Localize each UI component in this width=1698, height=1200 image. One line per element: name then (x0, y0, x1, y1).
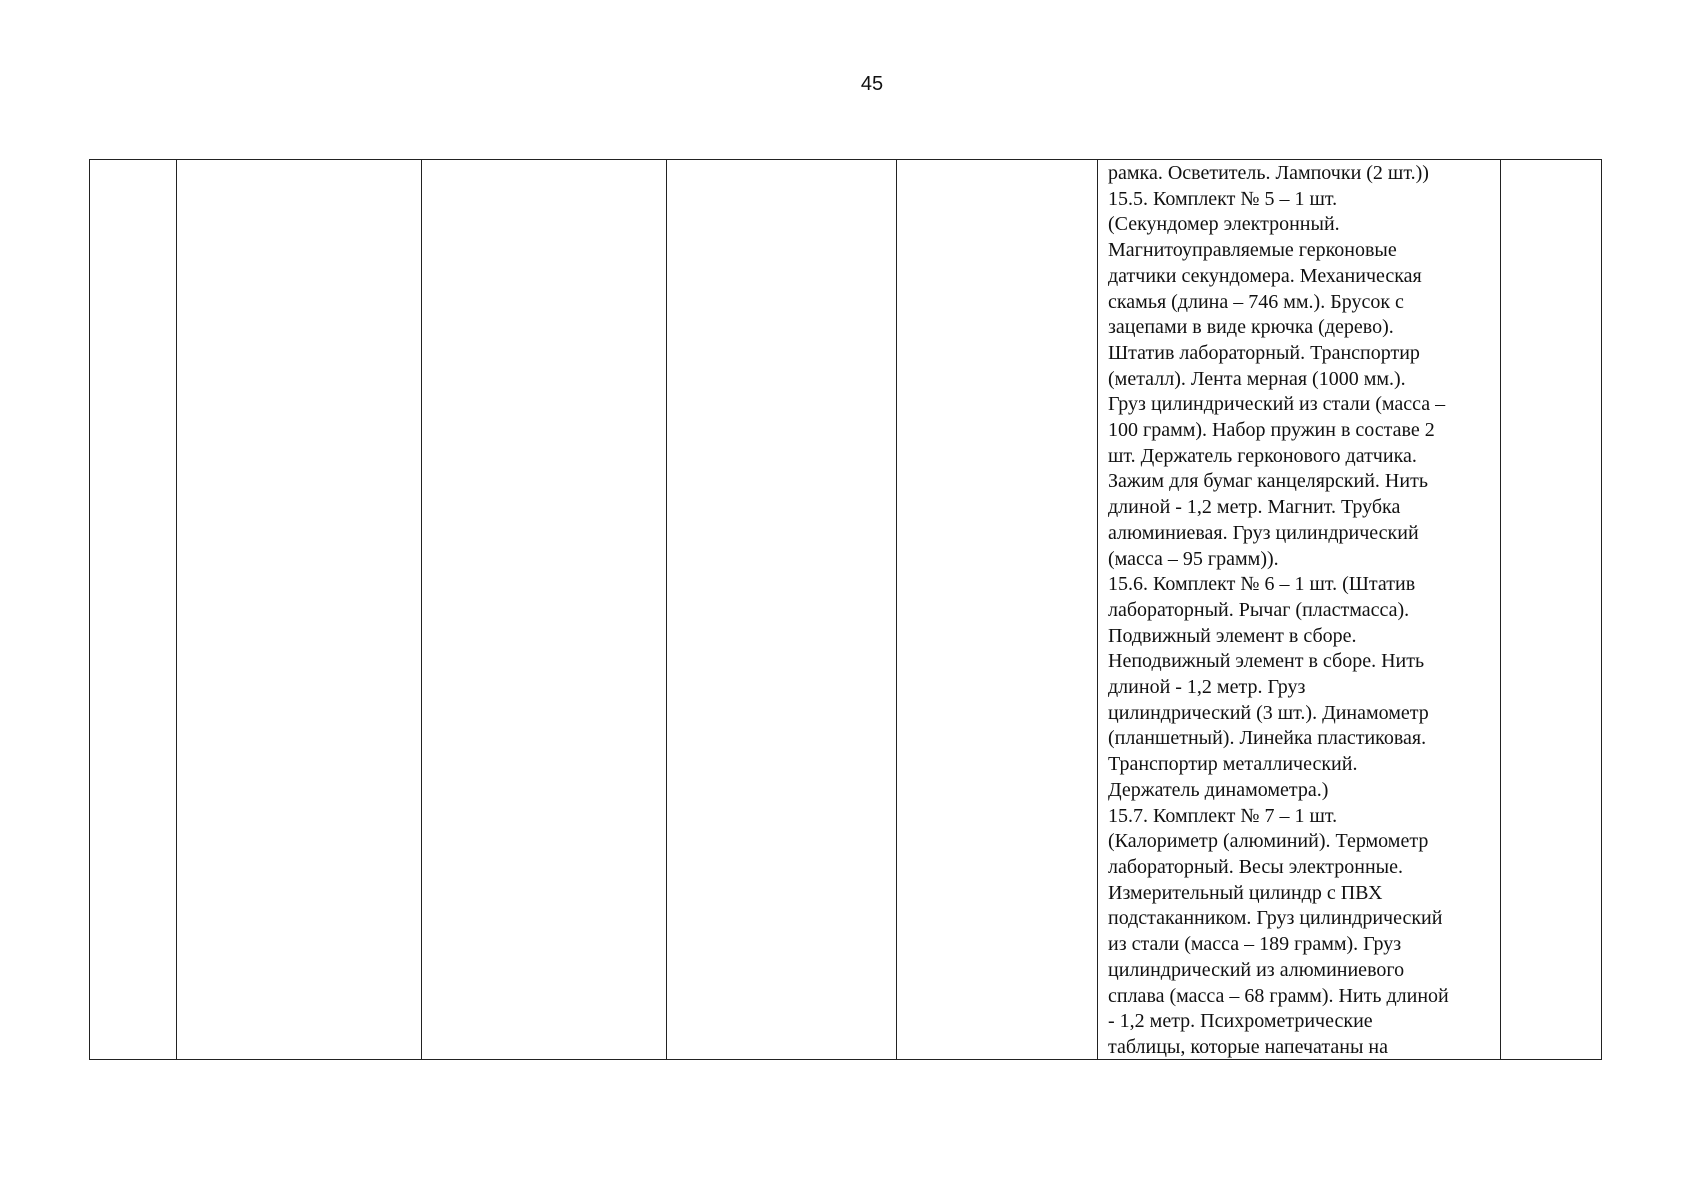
text-line: 100 грамм). Набор пружин в составе 2 (1108, 419, 1435, 442)
text-line: скамья (длина – 746 мм.). Брусок с (1108, 290, 1404, 313)
text-line: длиной - 1,2 метр. Груз (1108, 676, 1306, 699)
text-line: алюминиевая. Груз цилиндрический (1108, 521, 1419, 544)
text-line: (металл). Лента мерная (1000 мм.). (1108, 367, 1406, 390)
text-line: Подвижный элемент в сборе. (1108, 624, 1357, 647)
text-line: 15.5. Комплект № 5 – 1 шт. (1108, 187, 1338, 210)
text-line: Груз цилиндрический из стали (масса – (1108, 393, 1446, 416)
text-line: - 1,2 метр. Психрометрические (1108, 1010, 1373, 1033)
text-line: (масса – 95 грамм)). (1108, 547, 1279, 570)
page-number: 45 (860, 73, 884, 95)
text-line: длиной - 1,2 метр. Магнит. Трубка (1108, 496, 1401, 519)
text-line: (Секундомер электронный. (1108, 213, 1340, 236)
table-cell-equipment-description (1098, 160, 1501, 1059)
text-line: рамка. Осветитель. Лампочки (2 шт.)) (1108, 162, 1429, 184)
text-line: шт. Держатель герконового датчика. (1108, 444, 1417, 467)
text-line: таблицы, которые напечатаны на (1108, 1035, 1388, 1058)
text-line: цилиндрический (3 шт.). Динамометр (1108, 701, 1429, 724)
table-cell-col-1 (90, 160, 177, 1059)
text-line: из стали (масса – 189 грамм). Груз (1108, 933, 1402, 956)
equipment-description-text (1098, 160, 1500, 1059)
text-line: Штатив лабораторный. Транспортир (1108, 341, 1420, 364)
table-cell-col-5 (897, 160, 1098, 1059)
text-line: Транспортир металлический. (1108, 753, 1358, 776)
table-cell-col-2 (177, 160, 422, 1059)
text-line: цилиндрический из алюминиевого (1108, 958, 1405, 981)
table-cell-col-3 (422, 160, 667, 1059)
text-line: Измерительный цилиндр с ПВХ (1108, 881, 1383, 904)
text-line: 15.6. Комплект № 6 – 1 шт. (Штатив (1108, 573, 1416, 596)
text-line: лабораторный. Рычаг (пластмасса). (1108, 598, 1410, 621)
text-line: лабораторный. Весы электронные. (1108, 855, 1403, 878)
text-line: датчики секундомера. Механическая (1108, 264, 1422, 287)
text-line: Магнитоуправляемые герконовые (1108, 239, 1397, 262)
text-line: подстаканником. Груз цилиндрический (1108, 907, 1443, 930)
text-line: Зажим для бумаг канцелярский. Нить (1108, 470, 1428, 493)
text-line: (Калориметр (алюминий). Термометр (1108, 830, 1429, 853)
text-line: Держатель динамометра.) (1108, 778, 1329, 801)
text-line: Неподвижный элемент в сборе. Нить (1108, 650, 1425, 673)
text-line: сплава (масса – 68 грамм). Нить длиной (1108, 984, 1449, 1007)
text-line: зацепами в виде крючка (дерево). (1108, 316, 1394, 339)
text-line: (планшетный). Линейка пластиковая. (1108, 727, 1427, 750)
text-line: 15.7. Комплект № 7 – 1 шт. (1108, 804, 1338, 827)
document-table (89, 159, 1602, 1060)
table-cell-col-4 (667, 160, 897, 1059)
table-cell-col-7 (1501, 160, 1601, 1059)
